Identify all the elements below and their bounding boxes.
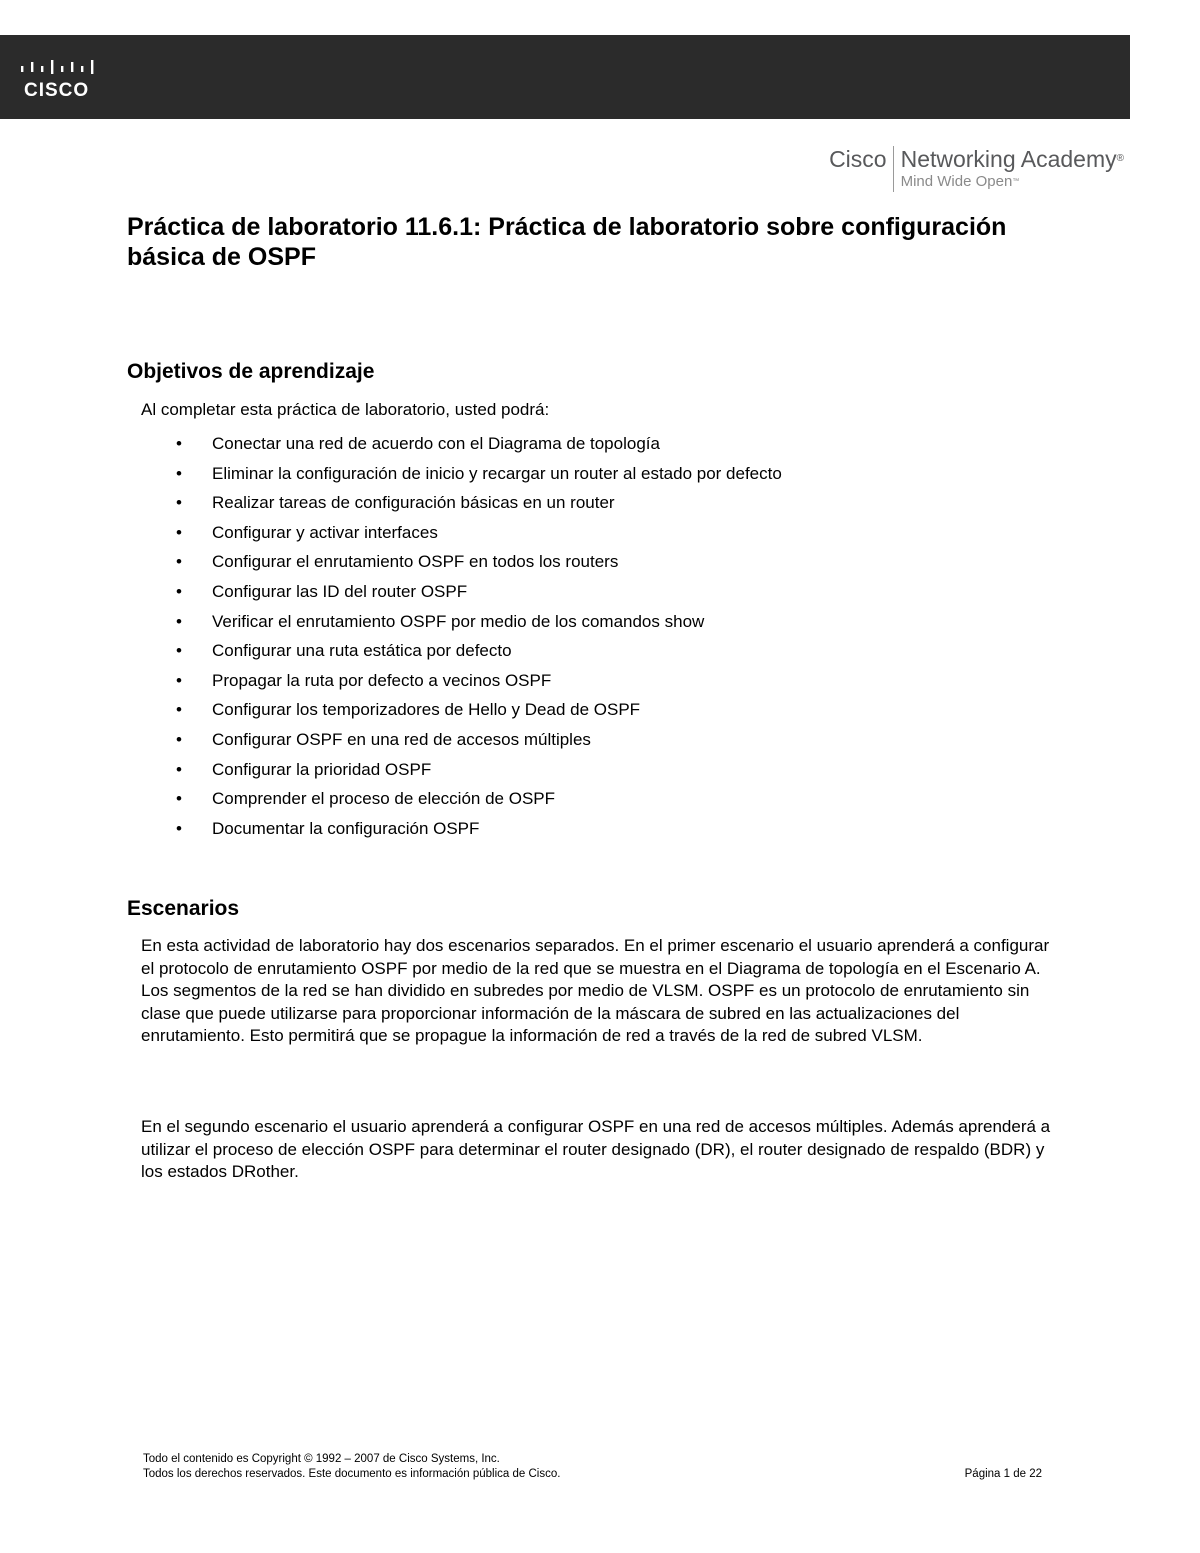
objective-text: Conectar una red de acuerdo con el Diagrama de topología <box>212 434 660 453</box>
bullet-icon: • <box>176 700 182 720</box>
objective-item <box>141 759 782 789</box>
objective-item <box>141 640 782 670</box>
academy-name: Networking Academy® <box>900 146 1124 172</box>
networking-academy-logo <box>829 146 1124 192</box>
bullet-icon: • <box>176 611 182 631</box>
objectives-intro: Al completar esta práctica de laboratorio, usted podrá: <box>141 400 550 419</box>
bullet-icon: • <box>176 818 182 838</box>
objective-item <box>141 581 782 611</box>
objective-item <box>141 670 782 700</box>
bullet-icon: • <box>176 434 182 453</box>
objective-text: Propagar la ruta por defecto a vecinos OSPF <box>212 670 552 690</box>
objective-text: Realizar tareas de configuración básicas en un router <box>212 493 615 513</box>
objective-item <box>141 463 782 493</box>
objective-item <box>141 551 782 581</box>
objective-text: Configurar el enrutamiento OSPF en todos los routers <box>212 552 619 572</box>
objective-item <box>141 522 782 552</box>
bullet-icon: • <box>176 493 182 513</box>
objective-text: Configurar OSPF en una red de accesos múltiples <box>212 729 591 749</box>
objective-item <box>141 699 782 729</box>
bullet-icon: • <box>176 463 182 483</box>
cisco-logo-word: CISCO <box>24 80 90 101</box>
bullet-icon: • <box>176 789 182 809</box>
objective-text: Configurar una ruta estática por defecto <box>212 641 512 661</box>
bullet-icon: • <box>176 581 182 601</box>
scenarios-heading: Escenarios <box>127 897 240 920</box>
academy-divider <box>893 146 894 192</box>
footer-copyright: Todo el contenido es Copyright © 1992 – 2007 de Cisco Systems, Inc. <box>143 1453 500 1465</box>
bullet-icon: • <box>176 552 182 572</box>
bullet-icon: • <box>176 759 182 779</box>
academy-brand: Cisco <box>829 146 887 172</box>
header-bar <box>0 35 1130 119</box>
scenarios-paragraph-2: En el segundo escenario el usuario aprenderá a configurar OSPF en una red de accesos múltiples. Además aprenderá a utilizar el proceso de elección OSPF para determinar el router designado (DR), el router designado de respaldo (BDR) y los estados DRother. <box>141 1117 1051 1182</box>
bullet-icon: • <box>176 641 182 661</box>
footer-copyright-block <box>143 1452 560 1482</box>
objective-text: Configurar la prioridad OSPF <box>212 759 432 779</box>
objective-item <box>141 492 782 522</box>
bullet-icon: • <box>176 522 182 542</box>
bullet-icon: • <box>176 670 182 690</box>
footer-page-number: Página 1 de 22 <box>964 1468 1042 1480</box>
academy-tagline: Mind Wide Open™ <box>900 173 1020 190</box>
objective-item <box>141 611 782 641</box>
objective-item <box>141 729 782 759</box>
objective-item <box>141 433 782 463</box>
document-title: Práctica de laboratorio 11.6.1: Práctica de laboratorio sobre configuración básica de OSPF <box>127 213 1007 271</box>
objective-item <box>141 818 782 848</box>
objective-text: Comprender el proceso de elección de OSPF <box>212 789 556 809</box>
objective-text: Eliminar la configuración de inicio y recargar un router al estado por defecto <box>212 463 782 483</box>
objectives-heading: Objetivos de aprendizaje <box>127 360 375 383</box>
footer-rights: Todos los derechos reservados. Este documento es información pública de Cisco. <box>143 1468 561 1480</box>
objective-text: Documentar la configuración OSPF <box>212 818 480 838</box>
objective-text: Configurar las ID del router OSPF <box>212 581 468 601</box>
objective-text: Configurar y activar interfaces <box>212 522 438 542</box>
objective-text: Verificar el enrutamiento OSPF por medio de los comandos show <box>212 611 705 631</box>
cisco-logo <box>20 60 102 100</box>
objectives-list <box>141 433 782 847</box>
cisco-bars-icon <box>20 60 100 76</box>
objective-item <box>141 788 782 818</box>
objective-text: Configurar los temporizadores de Hello y Dead de OSPF <box>212 700 641 720</box>
scenarios-paragraph-1: En esta actividad de laboratorio hay dos escenarios separados. En el primer escenario el usuario aprenderá a configurar el protocolo de enrutamiento OSPF por medio de la red que se muestra en el Diagrama de topología en el Escenario A. Los segmentos de la red se han dividido en subredes por medio de VLSM. OSPF es un protocolo de enrutamiento sin clase que puede utilizarse para proporcionar información de la máscara de subred en las actualizaciones del enrutamiento. Esto permitirá que se propague la información de red a través de la red de subred VLSM. <box>141 936 1050 1046</box>
bullet-icon: • <box>176 729 182 749</box>
